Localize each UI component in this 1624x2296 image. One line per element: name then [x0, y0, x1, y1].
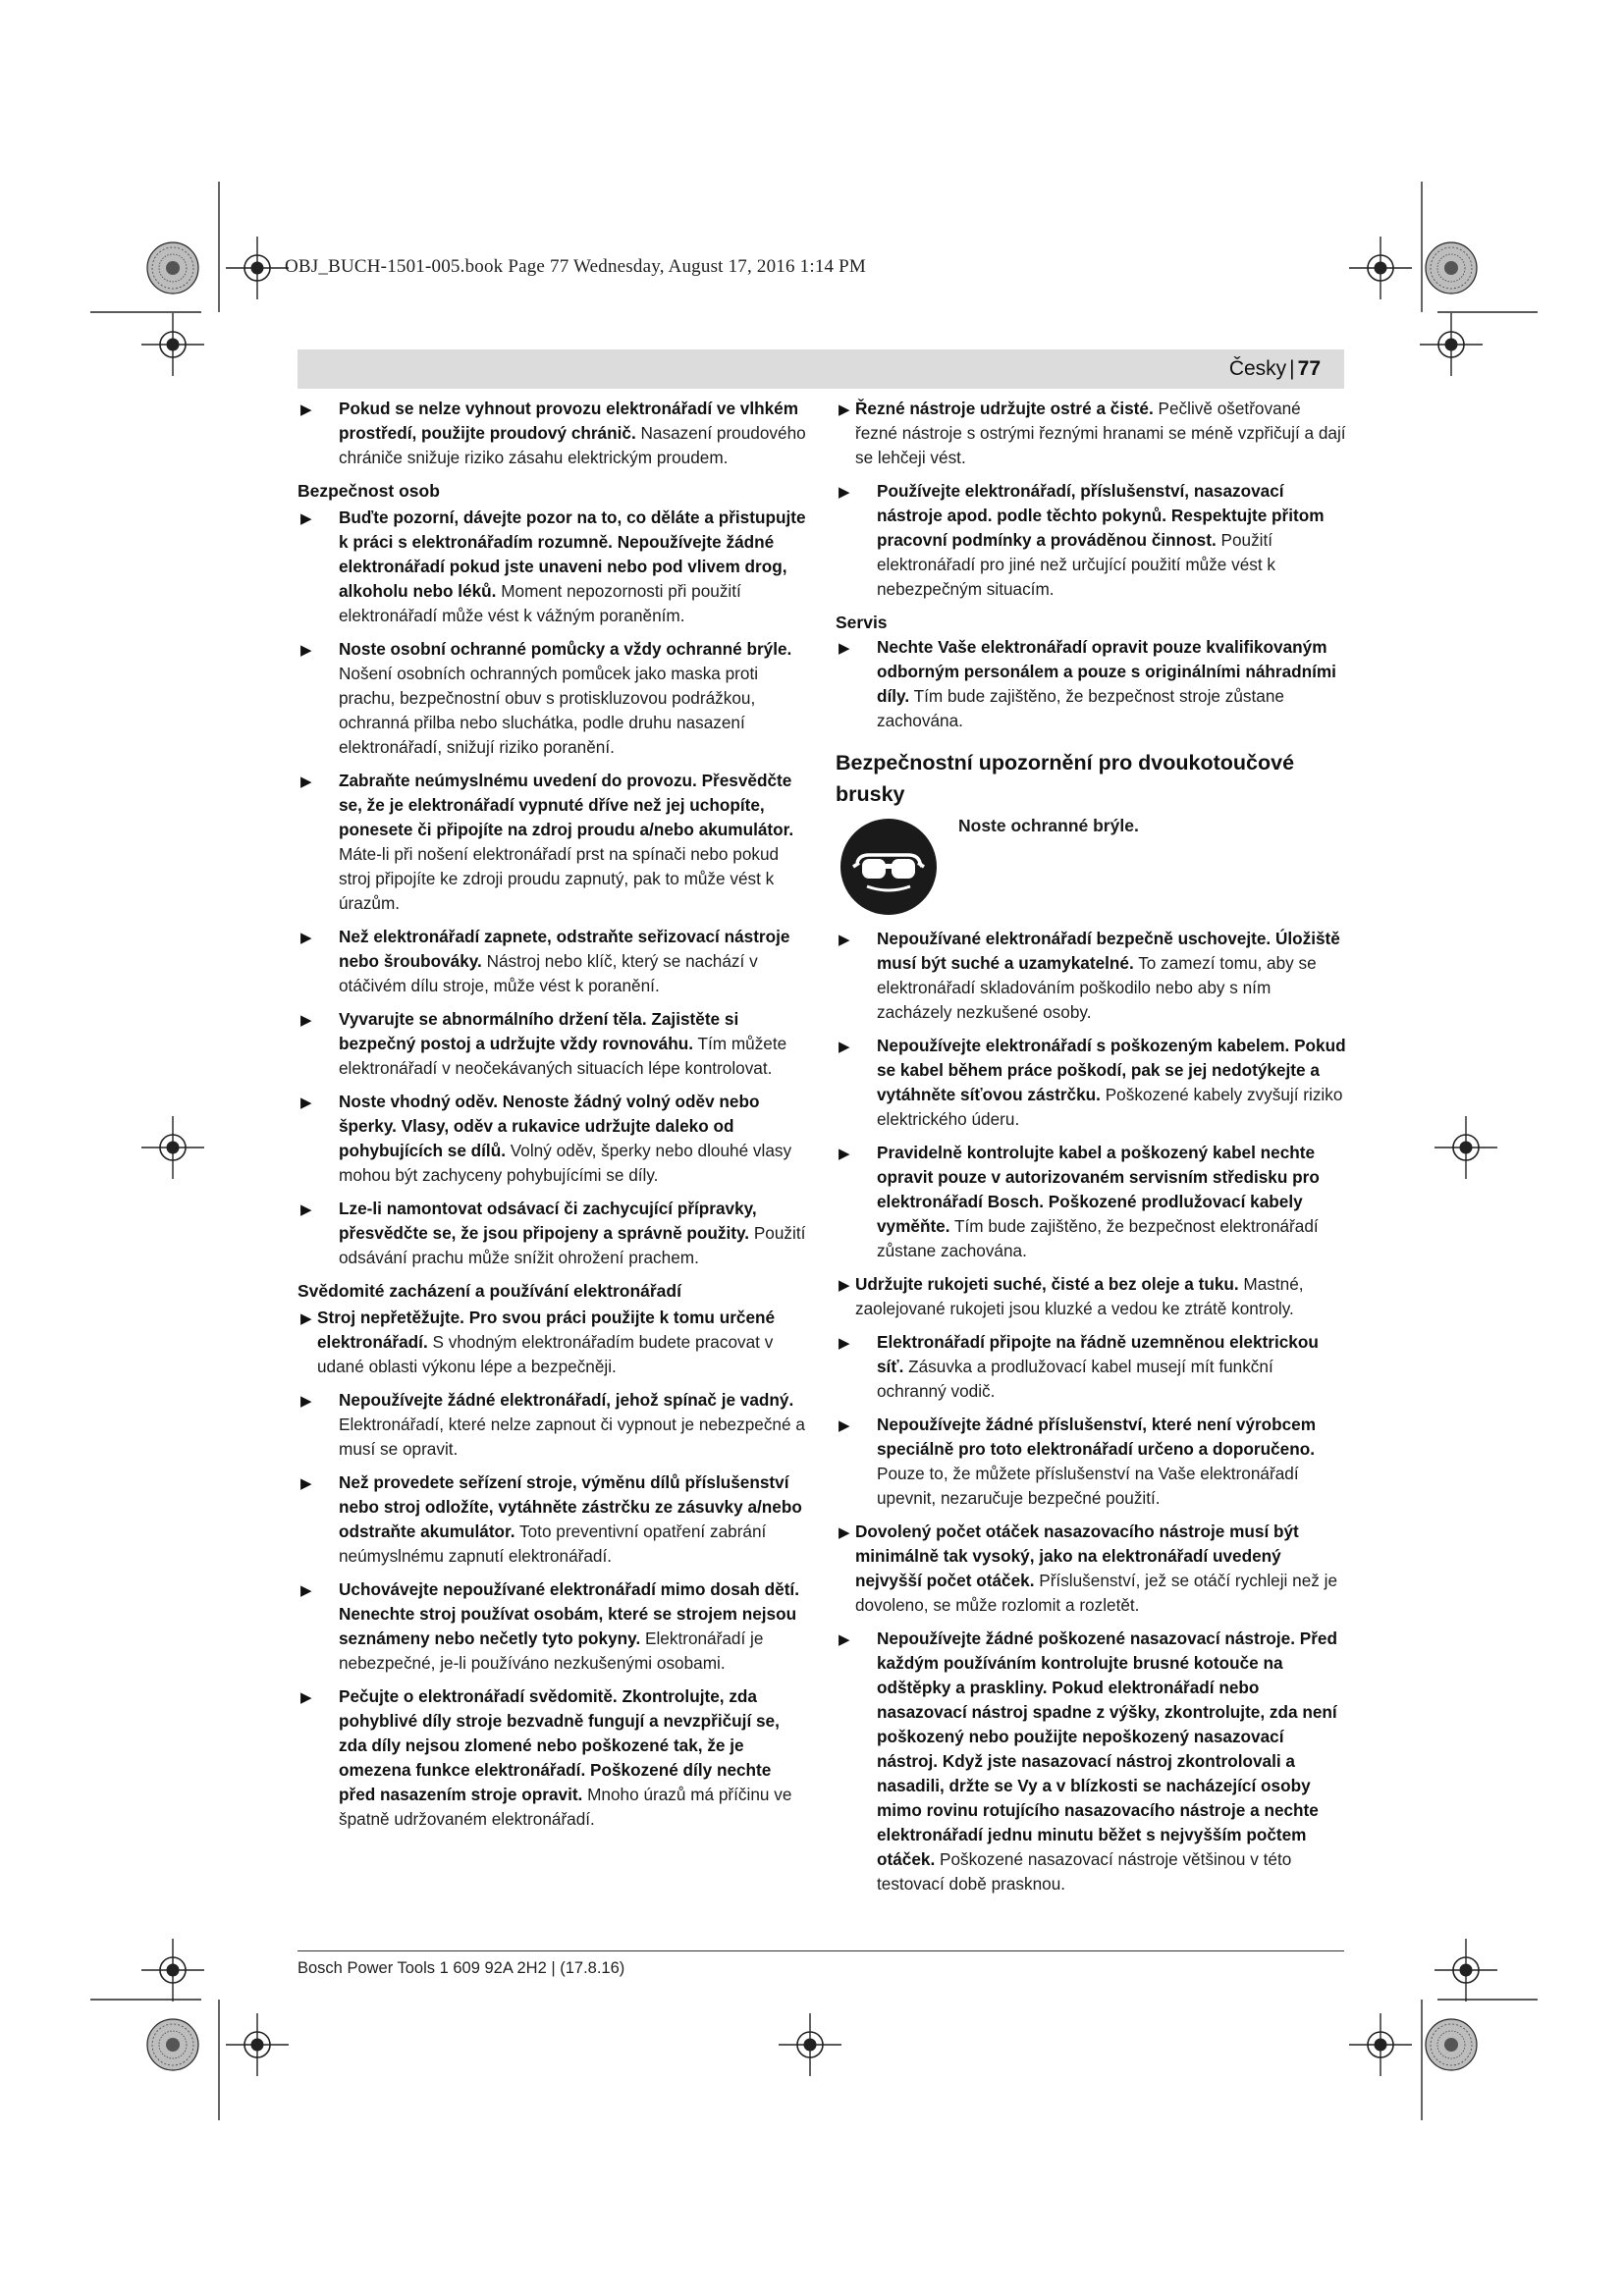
item-bold-text: Pečujte o elektronářadí svědomitě. Zkontrolujte, zda pohyblivé díly stroje bezvadně fungují a nevzpřičují se, zda díly nejsou zlomené nebo poškozené tak, že je omezena funkce elektronářadí. Poškozené díly nechte před nasazením stroje opravit. [339, 1686, 780, 1804]
footer-rule [298, 1950, 1344, 1951]
list-item [836, 397, 1346, 470]
bullet-triangle-icon: ▶ [300, 1201, 312, 1218]
footer-text: Bosch Power Tools 1 609 92A 2H2 | (17.8.16) [298, 1959, 625, 1977]
header-text [1229, 357, 1321, 381]
item-text: Elektronářadí, které nelze zapnout či vypnout je nebezpečné a musí se opravit. [339, 1415, 805, 1459]
personal-safety-heading: Bezpečnost osob [298, 481, 440, 501]
list-item [298, 925, 810, 998]
item-text: Zásuvka a prodlužovací kabel musejí mít funkční ochranný vodič. [877, 1357, 1273, 1401]
bullet-triangle-icon: ▶ [300, 1689, 312, 1706]
item-bold-text: Nepoužívejte žádné elektronářadí, jehož spínač je vadný. [339, 1390, 794, 1410]
right-column [836, 397, 1346, 1905]
item-bold-text: Nechte Vaše elektronářadí opravit pouze kvalifikovaným odborným personálem a pouze s originálními náhradními díly. [877, 637, 1336, 706]
item-bold-text: Řezné nástroje udržujte ostré a čisté. [855, 399, 1154, 418]
item-text: Mnoho úrazů má příčinu ve špatně udržovaném elektronářadí. [339, 1785, 792, 1829]
item-text: Poškozené nasazovací nástroje většinou v této testovací době prasknou. [877, 1849, 1292, 1894]
safety-goggles-icon [839, 818, 938, 916]
item-text: Toto preventivní opatření zabrání neúmyslnému zapnutí elektronářadí. [339, 1522, 767, 1566]
service-heading: Servis [836, 613, 888, 632]
item-text: To zamezí tomu, aby se elektronářadí skladováním poškodilo nebo aby s ním zacházely nezkušené osoby. [877, 953, 1317, 1022]
item-bold-text: Uchovávejte nepoužívané elektronářadí mimo dosah dětí. Nenechte stroj používat osobám, které se strojem nejsou seznámeny nebo nečetly tyto pokyny. [339, 1579, 799, 1648]
item-bold-text: Dovolený počet otáček nasazovacího nástroje musí být minimálně tak vysoký, jako na elektronářadí uvedený nejvyšší počet otáček. [855, 1522, 1299, 1590]
list-item [836, 1141, 1346, 1263]
item-text: Nástroj nebo klíč, který se nachází v otáčivém dílu stroje, může vést k poranění. [339, 951, 758, 995]
item-bold-text: Nepoužívejte elektronářadí s poškozeným kabelem. Pokud se kabel během práce poškodí, pak se jej nedotýkejte a vytáhněte síťovou zástrčku. [877, 1036, 1346, 1104]
item-bold-text: Noste vhodný oděv. Nenoste žádný volný oděv nebo šperky. Vlasy, oděv a rukavice udržujte daleko od pohybujících se dílů. [339, 1092, 760, 1160]
bullet-triangle-icon: ▶ [839, 1335, 850, 1352]
list-item [836, 1413, 1346, 1511]
item-bold-text: Než elektronářadí zapnete, odstraňte seřizovací nástroje nebo šroubováky. [339, 927, 790, 971]
list-item [298, 1577, 810, 1676]
bullet-triangle-icon: ▶ [839, 1524, 850, 1541]
header-separator: | [1289, 357, 1295, 380]
item-text: Pečlivě ošetřované řezné nástroje s ostrými řeznými hranami se méně vzpřičují a dají se lehčeji vést. [855, 399, 1346, 467]
list-item [298, 769, 810, 916]
tool-use-list [298, 1306, 810, 1832]
list-item [836, 635, 1346, 733]
list-item [836, 1034, 1346, 1132]
bullet-triangle-icon: ▶ [300, 1310, 312, 1327]
goggles-warning-text: Noste ochranné brýle. [958, 816, 1139, 835]
item-text: S vhodným elektronářadím budete pracovat v udané oblasti výkonu lépe a bezpečněji. [317, 1332, 774, 1376]
bullet-triangle-icon: ▶ [300, 401, 312, 418]
item-text: Moment nepozornosti při použití elektronářadí může vést k vážným poraněním. [339, 581, 741, 625]
bullet-triangle-icon: ▶ [839, 484, 850, 501]
tool-use-heading: Svědomité zacházení a používání elektronářadí [298, 1281, 681, 1301]
item-text: Použití elektronářadí pro jiné než určující použití může vést k nebezpečným situacím. [877, 530, 1276, 599]
grinder-safety-heading: Bezpečnostní upozornění pro dvoukotoučové brusky [836, 751, 1295, 806]
rcd-list [298, 397, 810, 470]
bullet-triangle-icon: ▶ [839, 1039, 850, 1055]
bullet-triangle-icon: ▶ [300, 1095, 312, 1111]
bullet-triangle-icon: ▶ [300, 1475, 312, 1492]
item-text: Nasazení proudového chrániče snižuje riziko zásahu elektrickým proudem. [339, 423, 806, 467]
personal-safety-list [298, 506, 810, 1270]
bullet-triangle-icon: ▶ [839, 401, 850, 418]
goggles-warning [836, 814, 1346, 927]
item-bold-text: Pokud se nelze vyhnout provozu elektronářadí ve vlhkém prostředí, použijte proudový chránič. [339, 399, 799, 443]
list-item [836, 1330, 1346, 1404]
item-text: Mastné, zaolejované rukojeti jsou kluzké a vedou ke ztrátě kontroly. [855, 1274, 1304, 1318]
bullet-triangle-icon: ▶ [300, 1012, 312, 1029]
bullet-triangle-icon: ▶ [300, 1393, 312, 1410]
bullet-triangle-icon: ▶ [839, 1631, 850, 1648]
item-bold-text: Vyvarujte se abnormálního držení těla. Zajistěte si bezpečný postoj a udržujte vždy rovnováhu. [339, 1009, 739, 1053]
item-bold-text: Elektronářadí připojte na řádně uzemněnou elektrickou síť. [877, 1332, 1319, 1376]
item-bold-text: Než provedete seřízení stroje, výměnu dílů příslušenství nebo stroj odložíte, vytáhněte zástrčku ze zásuvky a/nebo odstraňte akumulátor. [339, 1472, 802, 1541]
item-bold-text: Stroj nepřetěžujte. Pro svou práci použijte k tomu určené elektronářadí. [317, 1308, 776, 1352]
item-text: Tím bude zajištěno, že bezpečnost elektronářadí zůstane zachována. [877, 1216, 1319, 1260]
item-text: Příslušenství, jež se otáčí rychleji než je dovoleno, se může rozlomit a rozletět. [855, 1571, 1338, 1615]
bullet-triangle-icon: ▶ [839, 1146, 850, 1162]
page-number: 77 [1297, 357, 1321, 380]
list-item [298, 1090, 810, 1188]
bullet-triangle-icon: ▶ [839, 1417, 850, 1434]
item-text: Nošení osobních ochranných pomůcek jako maska proti prachu, bezpečnostní obuv s protiskluzovou podrážkou, ochranná přilba nebo sluchátka, podle druhu nasazení elektronářadí, snižují riziko poranění. [339, 664, 759, 757]
list-item [836, 1520, 1346, 1618]
list-item [298, 506, 810, 628]
tool-use-continued-list [836, 397, 1346, 602]
list-item [298, 1306, 810, 1379]
item-text: Elektronářadí je nebezpečné, je-li používáno nezkušenými osobami. [339, 1629, 764, 1673]
bullet-triangle-icon: ▶ [300, 642, 312, 659]
list-item [298, 1388, 810, 1462]
print-slug: OBJ_BUCH-1501-005.book Page 77 Wednesday, August 17, 2016 1:14 PM [285, 256, 867, 277]
bullet-triangle-icon: ▶ [300, 1582, 312, 1599]
bullet-triangle-icon: ▶ [839, 932, 850, 948]
running-header [298, 349, 1344, 389]
list-item [298, 637, 810, 760]
left-column [298, 397, 810, 1841]
grinder-safety-list [836, 927, 1346, 1896]
list-item [836, 1627, 1346, 1896]
item-bold-text: Lze-li namontovat odsávací či zachycující přípravky, přesvědčte se, že jsou připojeny a správně použity. [339, 1199, 757, 1243]
bullet-triangle-icon: ▶ [300, 774, 312, 790]
list-item [836, 1272, 1346, 1321]
item-text: Tím bude zajištěno, že bezpečnost stroje zůstane zachována. [877, 686, 1284, 730]
list-item [298, 1470, 810, 1569]
item-text: Máte-li při nošení elektronářadí prst na spínači nebo pokud stroj připojíte ke zdroji proudu zapnutý, pak to může vést k úrazům. [339, 844, 780, 913]
list-item [298, 397, 810, 470]
list-item [298, 1684, 810, 1832]
item-bold-text: Noste osobní ochranné pomůcky a vždy ochranné brýle. [339, 639, 792, 659]
item-bold-text: Buďte pozorní, dávejte pozor na to, co děláte a přistupujte k práci s elektronářadím rozumně. Nepoužívejte žádné elektronářadí pokud jste unaveni nebo pod vlivem drog, alkoholu nebo léků. [339, 507, 806, 601]
list-item [298, 1007, 810, 1081]
item-text: Použití odsávání prachu může snížit ohrožení prachem. [339, 1223, 806, 1267]
item-bold-text: Zabraňte neúmyslnému uvedení do provozu. Přesvědčte se, že je elektronářadí vypnuté dříve než jej uchopíte, ponesete či připojíte na zdroj proudu a/nebo akumulátor. [339, 771, 794, 839]
item-bold-text: Pravidelně kontrolujte kabel a poškozený kabel nechte opravit pouze v autorizovaném servisním středisku pro elektronářadí Bosch. Poškozené prodlužovací kabely vyměňte. [877, 1143, 1320, 1236]
bullet-triangle-icon: ▶ [839, 640, 850, 657]
list-item [836, 927, 1346, 1025]
item-bold-text: Používejte elektronářadí, příslušenství, nasazovací nástroje apod. podle těchto pokynů. Respektujte přitom pracovní podmínky a prováděnou činnost. [877, 481, 1325, 550]
item-bold-text: Nepoužívané elektronářadí bezpečně uschovejte. Úložiště musí být suché a uzamykatelné. [877, 929, 1340, 973]
item-text: Volný oděv, šperky nebo dlouhé vlasy mohou být zachyceny pohybujícími se díly. [339, 1141, 792, 1185]
bullet-triangle-icon: ▶ [839, 1277, 850, 1294]
item-bold-text: Udržujte rukojeti suché, čisté a bez oleje a tuku. [855, 1274, 1239, 1294]
item-text: Tím můžete elektronářadí v neočekávaných situacích lépe kontrolovat. [339, 1034, 787, 1078]
item-bold-text: Nepoužívejte žádné poškozené nasazovací nástroje. Před každým používáním kontrolujte brusné kotouče na odštěpky a praskliny. Pokud elektronářadí nebo nasazovací nástroj spadne z výšky, zkontrolujte, zda není poškozený nebo použijte nepoškozený nasazovací nástroj. Když jste nasazovací nástroj zkontrolovali a nasadili, držte se Vy a v blízkosti se nacházející osoby mimo rovinu rotujícího nasazovacího nástroje a nechte elektronářadí jednu minutu běžet s nejvyšším počtem otáček. [877, 1629, 1337, 1869]
item-bold-text: Nepoužívejte žádné příslušenství, které není výrobcem speciálně pro toto elektronářadí určeno a doporučeno. [877, 1415, 1317, 1459]
bullet-triangle-icon: ▶ [300, 930, 312, 946]
list-item [298, 1197, 810, 1270]
item-text: Poškozené kabely zvyšují riziko elektrického úderu. [877, 1085, 1343, 1129]
item-text: Pouze to, že můžete příslušenství na Vaše elektronářadí upevnit, nezaručuje bezpečné použití. [877, 1464, 1299, 1508]
header-language: Česky [1228, 357, 1287, 380]
bullet-triangle-icon: ▶ [300, 510, 312, 527]
service-list [836, 635, 1346, 733]
list-item [836, 479, 1346, 602]
